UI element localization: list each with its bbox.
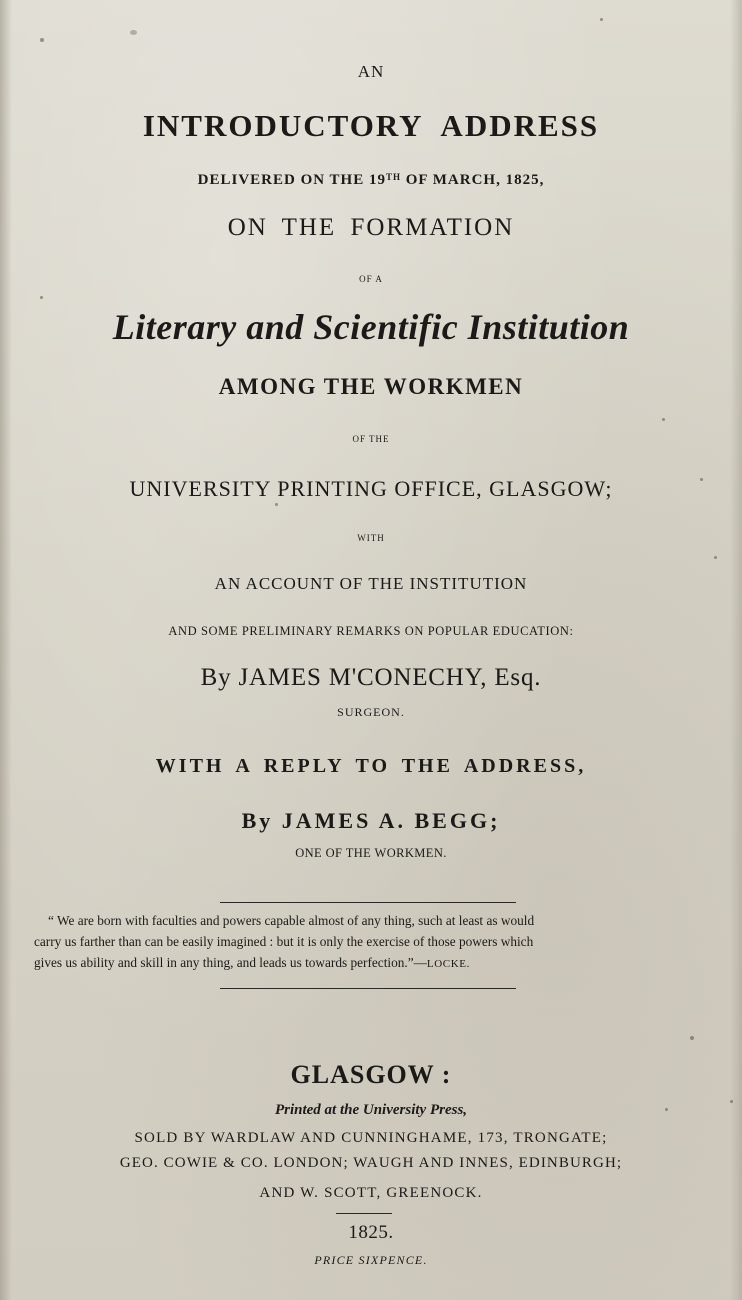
account-line: AN ACCOUNT OF THE INSTITUTION <box>214 574 528 593</box>
foxing-spot <box>714 556 717 559</box>
delivery-date-prefix: DELIVERED ON THE 19 <box>197 172 386 188</box>
author-line: By JAMES M'CONECHY, Esq. <box>200 664 542 691</box>
foxing-spot <box>40 296 43 299</box>
epigraph-line-2: carry us farther than can be easily imagined : but it is only the exercise of those powers which <box>34 934 534 949</box>
imprint-greenock: AND W. SCOTT, GREENOCK. <box>259 1185 483 1201</box>
of-the-line: OF THE <box>352 434 390 444</box>
epigraph-line-1: “ We are born with faculties and powers capable almost of any thing, such at least as would <box>48 913 535 928</box>
formation-line: ON THE FORMATION <box>227 214 515 241</box>
epigraph-attribution: LOCKE. <box>426 958 470 970</box>
with-line: WITH <box>357 533 385 543</box>
imprint-year: 1825. <box>348 1222 394 1243</box>
delivery-date-suffix: OF MARCH, 1825, <box>401 172 545 188</box>
heading-an: AN <box>357 62 385 81</box>
imprint-price: PRICE SIXPENCE. <box>314 1253 428 1267</box>
imprint-sold-by: SOLD BY WARDLAW AND CUNNINGHAME, 173, TRONGATE; <box>134 1130 608 1146</box>
epigraph-line-3-text: gives us ability and skill in any thing, and leads us towards perfection.”— <box>34 955 427 970</box>
divider-rule-year <box>336 1213 392 1214</box>
author-title: SURGEON. <box>337 705 405 719</box>
foxing-spot <box>130 30 137 35</box>
among-workmen-line: AMONG THE WORKMEN <box>218 374 524 399</box>
foxing-spot <box>275 503 278 506</box>
imprint-city: GLASGOW : <box>290 1060 452 1089</box>
epigraph-line-3 <box>34 956 704 970</box>
foxing-spot <box>600 18 603 21</box>
divider-rule-bottom <box>220 988 516 989</box>
delivery-date-ordinal: TH <box>385 172 401 182</box>
main-title: INTRODUCTORY ADDRESS <box>142 108 600 143</box>
foxing-spot <box>662 418 665 421</box>
reply-author-line: By JAMES A. BEGG; <box>241 808 501 833</box>
reply-author-title: ONE OF THE WORKMEN. <box>295 846 447 860</box>
delivery-date-line <box>0 172 742 189</box>
imprint-agents: GEO. COWIE & CO. LONDON; WAUGH AND INNES, EDINBURGH; <box>119 1155 623 1171</box>
university-line: UNIVERSITY PRINTING OFFICE, GLASGOW; <box>129 476 613 501</box>
imprint-printer: Printed at the University Press, <box>274 1102 468 1118</box>
divider-rule-top <box>220 902 516 903</box>
reply-line: WITH A REPLY TO THE ADDRESS, <box>155 755 587 777</box>
of-a-line: OF A <box>359 274 383 284</box>
foxing-spot <box>690 1036 694 1040</box>
foxing-spot <box>40 38 44 42</box>
preliminary-remarks-line: AND SOME PRELIMINARY REMARKS ON POPULAR EDUCATION: <box>168 624 574 638</box>
institution-name: Literary and Scientific Institution <box>112 307 630 347</box>
